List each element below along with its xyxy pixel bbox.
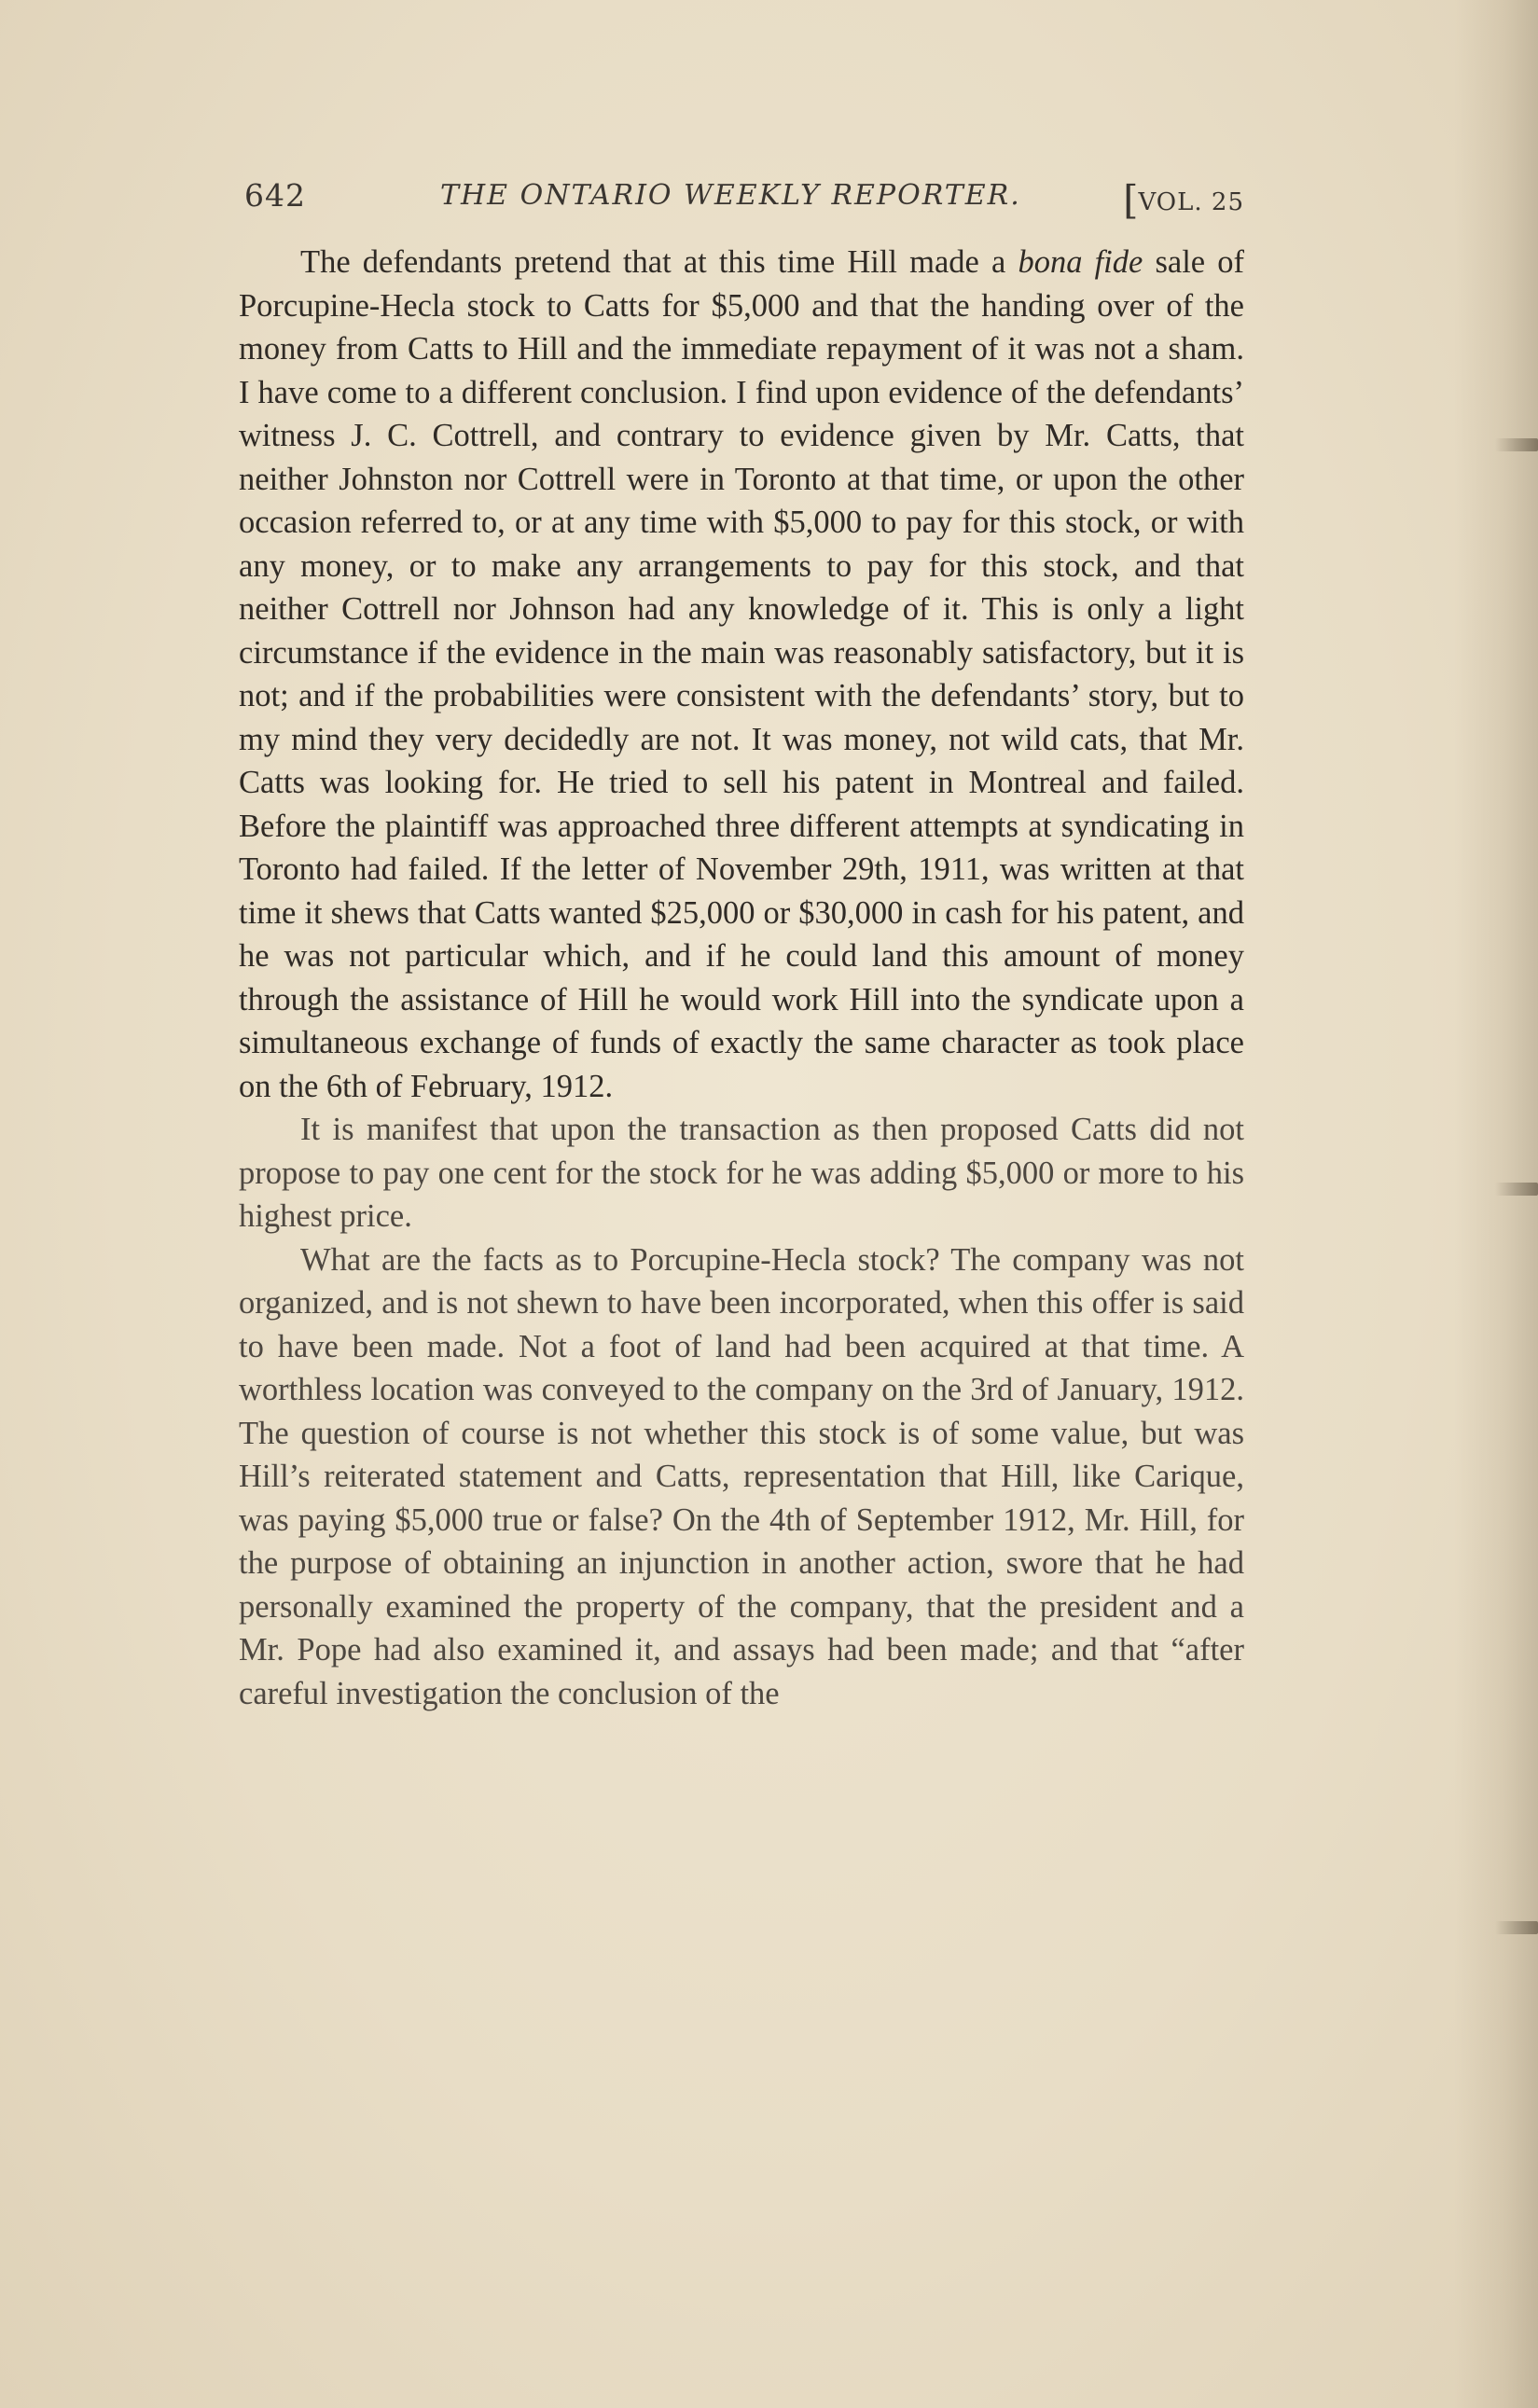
paragraph: What are the facts as to Porcupine-Hecla stock? The company was not organized, and is not shewn to have been incorporated, when this offer is said to have been made. Not a foot of land had been acquired at that time. A worthless location was conveyed to the company on the 3rd of January, 1912. The question of course is not whether this stock is of some value, but was Hill’s reiterated statement and Catts, representation that Hill, like Carique, was paying $5,000 true or false? On the 4th of September 1912, Mr. Hill, for the purpose of obtaining an injunction in another action, swore that he had personally examined the property of the company, that the president and a Mr. Pope had also examined it, and assays had been made; and that “after careful investigation the conclusion of the	[239, 1241, 1244, 1711]
paragraph	[239, 241, 1244, 1108]
page-edge-mark	[1495, 1921, 1538, 1934]
paragraph-text: sale of Porcupine-Hecla stock to Catts for $5,000 and that the handing over of the money from Catts to Hill and the immediate repayment of it was not a sham. I have come to a different conclusion. I find upon evidence of the defendants’ witness J. C. Cottrell, and contrary to evidence given by Mr. Catts, that neither Johnston nor Cottrell were in Toronto at that time, or upon the other occasion referred to, or at any time with $5,000 to pay for this stock, or with any money, or to make any arrangements to pay for this stock, and that neither Cottrell nor Johnson had any knowledge of it. This is only a light circumstance if the evidence in the main was reasonably satisfactory, but it is not; and if the probabilities were consistent with the defendants’ story, but to my mind they very decidedly are not. It was money, not wild cats, that Mr. Catts was looking for. He tried to sell his patent in Montreal and failed. Before the plaintiff was approached three different attempts at syndicating in Toronto had failed. If the letter of November 29th, 1911, was written at that time it shews that Catts wanted $25,000 or $30,000 in cash for his patent, and he was not particular which, and if he could land this amount of money through the assistance of Hill he would work Hill into the syndicate upon a simultaneous exchange of funds of exactly the same character as took place on the 6th of February, 1912.	[239, 244, 1245, 1104]
page-header	[244, 170, 1244, 226]
page-edge-mark	[1495, 438, 1538, 451]
volume-bracket: [	[1123, 177, 1139, 223]
page-edge-mark	[1495, 1183, 1538, 1196]
paragraph: It is manifest that upon the transaction as then proposed Catts did not propose to pay one cent for the stock for he was adding $5,000 or more to his highest price.	[239, 1112, 1244, 1234]
page-number: 642	[244, 177, 306, 214]
italic-phrase: bona fide	[1018, 244, 1143, 280]
volume-indicator	[1123, 177, 1244, 223]
running-title: THE ONTARIO WEEKLY REPORTER.	[440, 179, 1021, 212]
body-text	[239, 241, 1244, 1715]
volume-label: VOL. 25	[1138, 188, 1244, 216]
paragraph-text: The defendants pretend that at this time Hill made a	[300, 244, 1018, 280]
